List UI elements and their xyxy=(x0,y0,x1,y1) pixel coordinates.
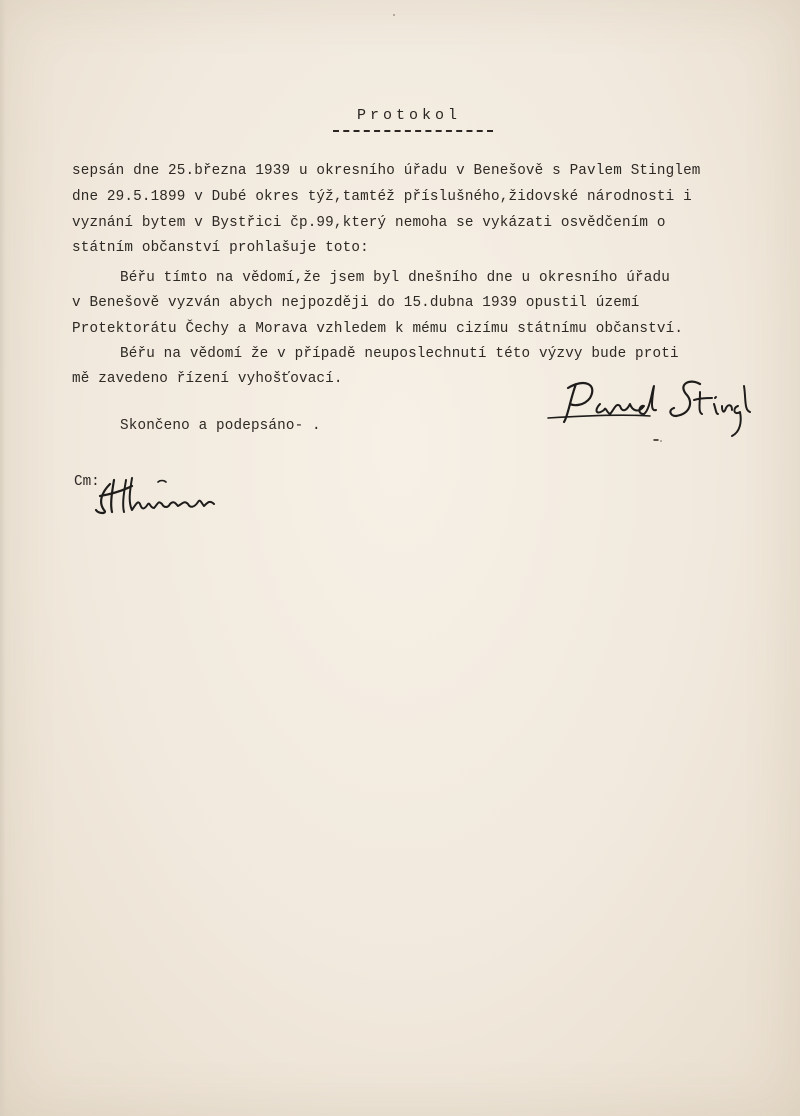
statement-2-line-1: Béřu na vědomí že v případě neuposlechnutí této výzvy bude proti xyxy=(120,346,679,362)
intro-line-2: dne 29.5.1899 v Dubé okres týž,tamtéž příslušného,židovské národnosti i xyxy=(72,189,692,205)
paper-speck xyxy=(393,14,395,16)
intro-line-1: sepsán dne 25.března 1939 u okresního úřadu v Benešově s Pavlem Stinglem xyxy=(72,163,701,179)
paper-speck xyxy=(660,440,662,442)
statement-2-line-2: mě zavedeno řízení vyhošťovací. xyxy=(72,371,343,387)
intro-line-4: státním občanství prohlašuje toto: xyxy=(72,240,369,256)
intro-line-3: vyznání bytem v Bystřici čp.99,který nemoha se vykázati osvědčením o xyxy=(72,215,666,231)
closing-line: Skončeno a podepsáno- . xyxy=(120,418,321,434)
title-underline xyxy=(333,130,493,132)
page-edge-shadow xyxy=(0,0,6,1116)
statement-1-line-1: Béřu tímto na vědomí,že jsem byl dnešního dne u okresního úřadu xyxy=(120,270,670,286)
signature-pavel-stingl xyxy=(540,370,770,450)
statement-1-line-2: v Benešově vyzván abych nejpozději do 15.dubna 1939 opustil území xyxy=(72,295,640,311)
document-title: Protokol xyxy=(356,107,461,124)
signature-official xyxy=(92,474,222,522)
statement-1-line-3: Protektorátu Čechy a Morava vzhledem k mému cizímu státnímu občanství. xyxy=(72,321,684,337)
cm-label: Cm: xyxy=(74,474,100,490)
